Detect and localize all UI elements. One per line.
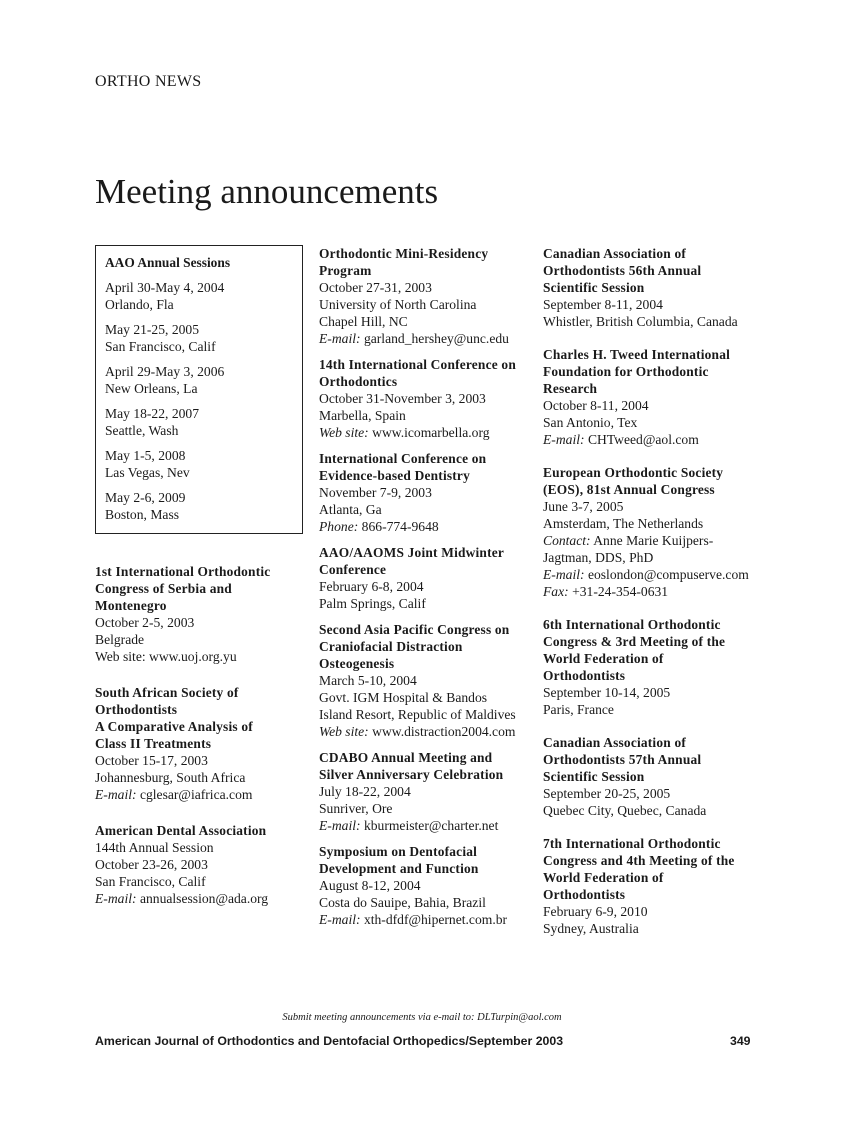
contact-label: E-mail:	[95, 787, 137, 802]
meeting-title-line: A Comparative Analysis of	[95, 719, 253, 734]
meeting-title-line: Research	[543, 381, 598, 396]
meeting-entry	[319, 450, 534, 535]
meeting-title-line: Osteogenesis	[319, 656, 395, 671]
session-place: Orlando, Fla	[105, 297, 174, 312]
meeting-title-line: Canadian Association of	[543, 735, 686, 750]
meeting-detail: Paris, France	[543, 702, 614, 717]
meeting-detail: October 15-17, 2003	[95, 753, 208, 768]
meeting-title	[319, 356, 534, 390]
meeting-title-line: Orthodontists	[95, 702, 178, 717]
contact-line	[95, 786, 305, 803]
contact-value: +31-24-354-0631	[572, 584, 669, 599]
meeting-detail: Sydney, Australia	[543, 921, 639, 936]
aao-session	[105, 405, 293, 439]
col2-entries	[319, 245, 534, 928]
session-place: San Francisco, Calif	[105, 339, 216, 354]
meeting-title-line: Orthodontics	[319, 374, 398, 389]
submit-note: Submit meeting announcements via e-mail to: DLTurpin@aol.com	[282, 1012, 562, 1023]
meeting-title-line: Development and Function	[319, 861, 479, 876]
meeting-title	[543, 616, 758, 684]
meeting-detail: February 6-8, 2004	[319, 579, 424, 594]
aao-session	[105, 363, 293, 397]
meeting-title-line: Montenegro	[95, 598, 167, 613]
contact-line	[543, 532, 758, 549]
meeting-title-line: Craniofacial Distraction	[319, 639, 463, 654]
aao-session	[105, 447, 293, 481]
meeting-detail: Johannesburg, South Africa	[95, 770, 246, 785]
meeting-title-line: 14th International Conference on	[319, 357, 516, 372]
contact-line	[543, 583, 758, 600]
meeting-detail: University of North Carolina	[319, 297, 477, 312]
meeting-title-line: Foundation for Orthodontic	[543, 364, 709, 379]
meeting-title-line: CDABO Annual Meeting and	[319, 750, 493, 765]
meeting-title-line: Orthodontists	[543, 887, 626, 902]
meeting-entry	[319, 544, 534, 612]
aao-session	[105, 279, 293, 313]
contact-label: Fax:	[543, 584, 569, 599]
meeting-entry	[543, 346, 758, 448]
meeting-entry	[543, 245, 758, 330]
meeting-title-line: Orthodontists	[543, 668, 626, 683]
meeting-title	[543, 464, 758, 498]
aao-session-list	[105, 279, 293, 523]
contact-line	[319, 723, 534, 740]
meeting-title	[95, 563, 305, 614]
meeting-entry	[319, 356, 534, 441]
meeting-detail: October 27-31, 2003	[319, 280, 432, 295]
meeting-detail: Marbella, Spain	[319, 408, 406, 423]
meeting-title-line: Conference	[319, 562, 387, 577]
session-place: Boston, Mass	[105, 507, 180, 522]
session-date: April 29-May 3, 2006	[105, 364, 225, 379]
meeting-title-line: Orthodontists 57th Annual	[543, 752, 702, 767]
meeting-title-line: Scientific Session	[543, 280, 645, 295]
meeting-title	[319, 544, 534, 578]
contact-label: E-mail:	[319, 818, 361, 833]
aao-box-title: AAO Annual Sessions	[105, 255, 231, 270]
meeting-detail: Quebec City, Quebec, Canada	[543, 803, 707, 818]
contact-value: garland_hershey@unc.edu	[363, 331, 509, 346]
contact-label: E-mail:	[319, 331, 361, 346]
meeting-title	[319, 621, 534, 672]
meeting-detail: March 5-10, 2004	[319, 673, 417, 688]
meeting-detail: February 6-9, 2010	[543, 904, 648, 919]
meeting-title-line: 6th International Orthodontic	[543, 617, 721, 632]
contact-value: eoslondon@compuserve.com	[587, 567, 749, 582]
meeting-entry	[543, 616, 758, 718]
session-date: May 21-25, 2005	[105, 322, 200, 337]
column-2	[319, 245, 534, 937]
meeting-title-line: Second Asia Pacific Congress on	[319, 622, 510, 637]
meeting-title-line: Silver Anniversary Celebration	[319, 767, 504, 782]
meeting-entry	[543, 464, 758, 600]
contact-value: 866-774-9648	[361, 519, 439, 534]
page-number: 349	[730, 1034, 751, 1048]
meeting-detail: Palm Springs, Calif	[319, 596, 426, 611]
meeting-entry	[95, 563, 305, 665]
meeting-detail: San Antonio, Tex	[543, 415, 638, 430]
aao-sessions-box	[95, 245, 303, 534]
contact-line	[543, 566, 758, 583]
contact-line	[319, 817, 534, 834]
contact-label: Contact:	[543, 533, 591, 548]
page-title: Meeting announcements	[95, 172, 439, 211]
contact-value: Anne Marie Kuijpers-	[593, 533, 714, 548]
meeting-title-line: Program	[319, 263, 372, 278]
meeting-title	[319, 749, 534, 783]
meeting-entry	[543, 734, 758, 819]
meeting-detail: Sunriver, Ore	[319, 801, 393, 816]
meeting-entry	[95, 822, 305, 907]
meeting-title	[543, 734, 758, 785]
contact-line	[319, 911, 534, 928]
meeting-title-line: World Federation of	[543, 651, 664, 666]
meeting-detail: Belgrade	[95, 632, 145, 647]
meeting-detail: Atlanta, Ga	[319, 502, 382, 517]
contact-label: Web site:	[319, 425, 369, 440]
meeting-title-line: Symposium on Dentofacial	[319, 844, 478, 859]
meeting-title-line: South African Society of	[95, 685, 239, 700]
meeting-detail: September 8-11, 2004	[543, 297, 663, 312]
column-1	[95, 245, 305, 926]
meeting-detail: September 10-14, 2005	[543, 685, 671, 700]
meeting-title-line: Class II Treatments	[95, 736, 212, 751]
meeting-title-line: Charles H. Tweed International	[543, 347, 731, 362]
meeting-title-line: International Conference on	[319, 451, 487, 466]
col1-entries	[95, 563, 305, 907]
meeting-detail: Costa do Sauipe, Bahia, Brazil	[319, 895, 486, 910]
meeting-detail: Web site: www.uoj.org.yu	[95, 649, 237, 664]
meeting-title-line: Canadian Association of	[543, 246, 686, 261]
journal-footer: American Journal of Orthodontics and Dentofacial Orthopedics/September 2003	[95, 1034, 564, 1048]
meeting-detail: October 8-11, 2004	[543, 398, 649, 413]
meeting-title	[319, 450, 534, 484]
meeting-title-line: American Dental Association	[95, 823, 267, 838]
contact-label: Phone:	[319, 519, 359, 534]
meeting-title	[95, 822, 305, 839]
meeting-detail: September 20-25, 2005	[543, 786, 671, 801]
contact-line	[543, 431, 758, 448]
contact-line	[319, 424, 534, 441]
meeting-title-line: AAO/AAOMS Joint Midwinter	[319, 545, 505, 560]
meeting-detail: October 2-5, 2003	[95, 615, 195, 630]
meeting-detail: Chapel Hill, NC	[319, 314, 408, 329]
meeting-detail: Govt. IGM Hospital & Bandos	[319, 690, 488, 705]
meeting-entry	[543, 835, 758, 937]
meeting-title-line: Scientific Session	[543, 769, 645, 784]
meeting-detail: July 18-22, 2004	[319, 784, 411, 799]
contact-label: E-mail:	[543, 567, 585, 582]
session-place: Seattle, Wash	[105, 423, 179, 438]
meeting-title-line: 7th International Orthodontic	[543, 836, 721, 851]
aao-session	[105, 321, 293, 355]
contact-value: annualsession@ada.org	[139, 891, 269, 906]
meeting-entry	[319, 749, 534, 834]
meeting-entry	[319, 621, 534, 740]
meeting-title	[543, 835, 758, 903]
meeting-detail: October 23-26, 2003	[95, 857, 208, 872]
meeting-title	[319, 843, 534, 877]
contact-line	[95, 890, 305, 907]
contact-value: kburmeister@charter.net	[363, 818, 499, 833]
meeting-entry	[95, 684, 305, 803]
meeting-detail: Jagtman, DDS, PhD	[543, 550, 654, 565]
contact-value: cglesar@iafrica.com	[139, 787, 253, 802]
session-date: April 30-May 4, 2004	[105, 280, 225, 295]
meeting-detail: November 7-9, 2003	[319, 485, 432, 500]
meeting-title	[95, 684, 305, 752]
meeting-title-line: (EOS), 81st Annual Congress	[543, 482, 715, 497]
meeting-entry	[319, 245, 534, 347]
contact-value: CHTweed@aol.com	[587, 432, 699, 447]
session-place: New Orleans, La	[105, 381, 198, 396]
meeting-title-line: Orthodontists 56th Annual	[543, 263, 702, 278]
meeting-title	[543, 346, 758, 397]
meeting-title	[319, 245, 534, 279]
meeting-detail: San Francisco, Calif	[95, 874, 206, 889]
meeting-title-line: World Federation of	[543, 870, 664, 885]
contact-line	[319, 330, 534, 347]
meeting-title-line: Congress and 4th Meeting of the	[543, 853, 735, 868]
contact-line	[319, 518, 534, 535]
meeting-detail: Amsterdam, The Netherlands	[543, 516, 704, 531]
contact-label: E-mail:	[319, 912, 361, 927]
meeting-entry	[319, 843, 534, 928]
session-place: Las Vegas, Nev	[105, 465, 190, 480]
meeting-detail: August 8-12, 2004	[319, 878, 421, 893]
meeting-title-line: Evidence-based Dentistry	[319, 468, 470, 483]
aao-session	[105, 489, 293, 523]
session-date: May 18-22, 2007	[105, 406, 200, 421]
meeting-detail: Island Resort, Republic of Maldives	[319, 707, 516, 722]
contact-value: www.distraction2004.com	[372, 724, 516, 739]
meeting-detail: 144th Annual Session	[95, 840, 214, 855]
session-date: May 2-6, 2009	[105, 490, 186, 505]
session-date: May 1-5, 2008	[105, 448, 186, 463]
col3-entries	[543, 245, 758, 937]
contact-value: xth-dfdf@hipernet.com.br	[363, 912, 508, 927]
contact-value: www.icomarbella.org	[372, 425, 490, 440]
meeting-title-line: European Orthodontic Society	[543, 465, 724, 480]
contact-label: Web site:	[319, 724, 369, 739]
column-3	[543, 245, 758, 953]
meeting-title-line: Orthodontic Mini-Residency	[319, 246, 489, 261]
meeting-title-line: Congress of Serbia and	[95, 581, 232, 596]
meeting-detail: June 3-7, 2005	[543, 499, 624, 514]
meeting-title-line: Congress & 3rd Meeting of the	[543, 634, 726, 649]
meeting-detail: Whistler, British Columbia, Canada	[543, 314, 738, 329]
contact-label: E-mail:	[543, 432, 585, 447]
contact-label: E-mail:	[95, 891, 137, 906]
meeting-detail: October 31-November 3, 2003	[319, 391, 486, 406]
meeting-title	[543, 245, 758, 296]
meeting-title-line: 1st International Orthodontic	[95, 564, 271, 579]
running-head: ORTHO NEWS	[95, 73, 202, 90]
